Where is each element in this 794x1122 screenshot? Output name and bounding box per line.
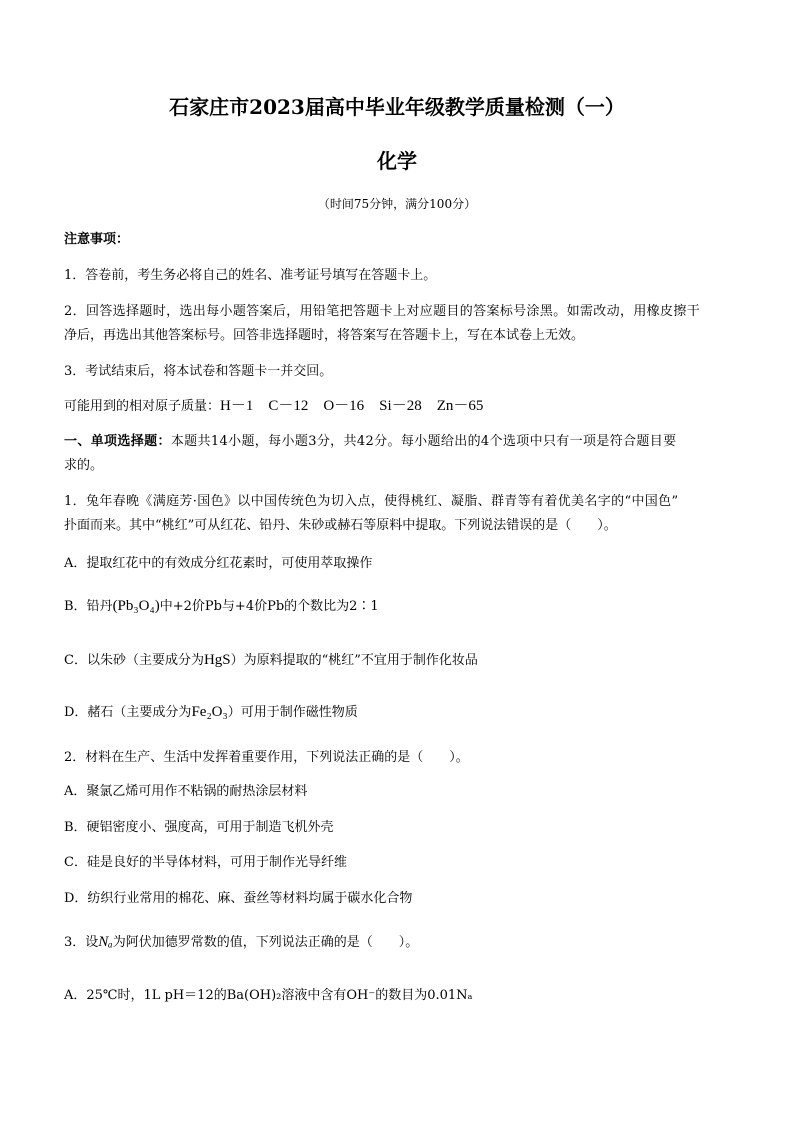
q1-option-a: A．提取红花中的有效成分红花素时，可使用萃取操作 xyxy=(64,556,373,571)
q1-option-c xyxy=(64,652,478,669)
q1-stem-line-1: 1．兔年春晚《满庭芳·国色》以中国传统色为切入点，使得桃红、凝脂、群青等有着优美名字的“中国色” xyxy=(64,494,679,509)
section-1-line-1 xyxy=(64,434,676,450)
notice-heading: 注意事项： xyxy=(64,232,130,247)
q2-option-b: B．硬铝密度小、强度高，可用于制造飞机外壳 xyxy=(64,820,334,835)
atomic-mass-values: H－1 C－12 O－16 Si－28 Zn－65 xyxy=(220,398,484,414)
notice-item-1: 1．答卷前，考生务必将自己的姓名、准考证号填写在答题卡上。 xyxy=(64,268,437,283)
atomic-mass-line xyxy=(64,398,483,415)
section-1-line-2: 求的。 xyxy=(64,458,104,473)
q2-stem: 2．材料在生产、生活中发挥着重要作用，下列说法正确的是（ ）。 xyxy=(64,750,469,765)
q1-option-b xyxy=(64,598,379,615)
q2-option-a: A．聚氯乙烯可用作不粘锅的耐热涂层材料 xyxy=(64,784,308,799)
notice-item-2-line-2: 净后，再选出其他答案标号。回答非选择题时，将答案写在答题卡上，写在本试卷上无效。 xyxy=(64,328,585,343)
q1-option-d-prefix: D．赭石（主要成分为 xyxy=(64,705,192,720)
q1-option-c-formula: HgS xyxy=(203,652,231,668)
notice-item-2-line-1: 2．回答选择题时，选出每小题答案后，用铅笔把答题卡上对应题目的答案标号涂黑。如需改动，用橡皮擦干 xyxy=(64,304,701,319)
q2-option-d: D．纺织行业常用的棉花、麻、蚕丝等材料均属于碳水化合物 xyxy=(64,891,413,906)
q1-option-b-prefix: B．铅丹 xyxy=(64,599,113,614)
subject-title: 化学 xyxy=(377,149,417,173)
q2-option-c: C．硅是良好的半导体材料，可用于制作光导纤维 xyxy=(64,855,347,870)
q1-option-d-text: ）可用于制作磁性物质 xyxy=(227,705,358,720)
q3-stem xyxy=(64,934,418,951)
q1-option-c-prefix: C．以朱砂（主要成分为 xyxy=(64,653,204,668)
q1-stem-line-2: 扑面而来。其中“桃红”可从红花、铅丹、朱砂或赫石等原料中提取。下列说法错误的是（ ）。 xyxy=(64,518,617,533)
exam-title: 石家庄市2023届高中毕业年级教学质量检测（一） xyxy=(169,95,625,119)
section-1-description: 本题共14小题，每小题3分，共42分。每小题给出的4个选项中只有一项是符合题目要 xyxy=(170,434,677,449)
q3-stem-text: 为阿伏加德罗常数的值，下列说法正确的是（ ）。 xyxy=(112,935,419,950)
q1-option-c-text: ）为原料提取的“桃红”不宜用于制作化妆品 xyxy=(230,653,478,668)
q1-option-d xyxy=(64,704,358,721)
q1-option-d-formula: Fe₂O₃ xyxy=(191,704,228,720)
q3-option-a: A．25℃时，1L pH＝12的Ba(OH)₂溶液中含有OH⁻的数目为0.01Nₐ xyxy=(64,988,473,1003)
q3-stem-symbol: Nₐ xyxy=(98,934,113,950)
q3-stem-prefix: 3．设 xyxy=(64,935,99,950)
time-info: （时间75分钟，满分100分） xyxy=(317,197,477,211)
section-1-heading: 一、单项选择题： xyxy=(64,434,171,449)
q1-option-b-text: 中+2价Pb与+4价Pb的个数比为2∶1 xyxy=(159,599,379,614)
atomic-mass-label: 可能用到的相对原子质量： xyxy=(64,399,221,414)
q1-option-b-formula: (Pb₃O₄) xyxy=(112,598,160,614)
notice-item-3: 3．考试结束后，将本试卷和答题卡一并交回。 xyxy=(64,364,333,379)
